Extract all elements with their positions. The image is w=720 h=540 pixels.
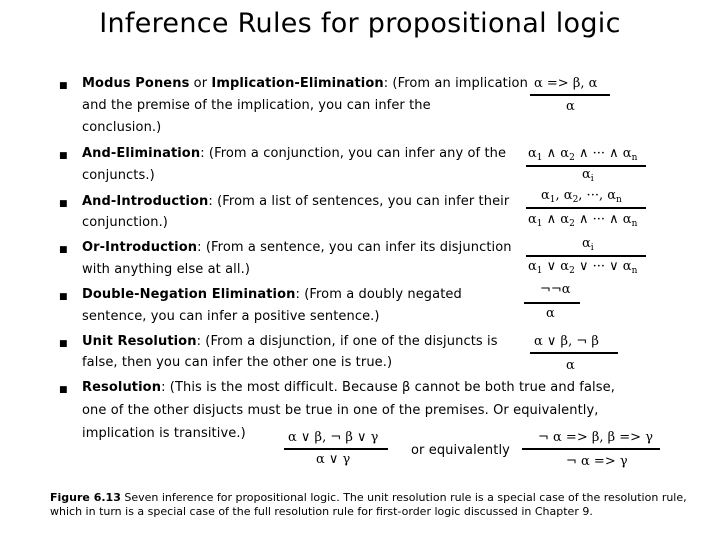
- inference-line: [530, 94, 610, 96]
- rule-text: [82, 76, 528, 91]
- rule-desc: : (From a sentence, you can infer its disjunction: [197, 240, 512, 255]
- rule-desc-line: and the premise of the implication, you can infer the: [82, 98, 431, 113]
- bullet: ■: [59, 199, 68, 209]
- rule-text: [82, 146, 506, 161]
- formula-premise: α ∨ β, ¬ β: [534, 334, 599, 349]
- bullet: ■: [59, 292, 68, 302]
- formula-conclusion: $\alpha_i$: [582, 167, 594, 184]
- rule-text: [82, 380, 615, 395]
- rule-text: [82, 334, 498, 349]
- alt-formula-conclusion: ¬ α => γ: [566, 454, 628, 469]
- or-equivalently-text: or equivalently: [411, 443, 510, 458]
- bullet: ■: [59, 81, 68, 91]
- formula-premise: $\alpha_1$ ∧ $\alpha_2$ ∧ ··· ∧ $\alpha_n$: [528, 146, 638, 163]
- rule-connector: or: [189, 76, 212, 91]
- bullet: ■: [59, 385, 68, 395]
- rule-desc-line: conjunction.): [82, 215, 168, 230]
- formula-conclusion: α: [566, 358, 575, 373]
- figure-caption: [50, 491, 690, 519]
- rule-text: [82, 194, 509, 209]
- rule-name: Unit Resolution: [82, 334, 197, 349]
- rule-desc: : (From a disjunction, if one of the disjuncts is: [196, 334, 498, 349]
- formula-conclusion: $\alpha_1$ ∧ $\alpha_2$ ∧ ··· ∧ $\alpha_n$: [528, 212, 638, 229]
- formula-conclusion: α: [546, 306, 555, 321]
- formula-premise: α ∨ β, ¬ β ∨ γ: [288, 430, 379, 445]
- rule-desc: : (From a list of sentences, you can infer their: [208, 194, 510, 209]
- formula-premise: $\alpha_1$, $\alpha_2$, ···, $\alpha_n$: [541, 188, 622, 205]
- rule-name: Modus Ponens: [82, 76, 190, 91]
- rule-desc-line: conclusion.): [82, 120, 162, 135]
- formula-conclusion: α: [566, 99, 575, 114]
- caption-text: Seven inference for propositional logic. The unit resolution rule is a special case of the resolution rule, which in turn is a special case of the full resolution rule for first-order logic discussed in Chapter 9.: [50, 491, 687, 518]
- rule-alt-name: Implication-Elimination: [211, 76, 384, 91]
- rule-name: And-Introduction: [82, 194, 209, 209]
- rule-desc: : (From a doubly negated: [295, 287, 462, 302]
- rule-desc-line: implication is transitive.): [82, 426, 246, 441]
- bullet: ■: [59, 339, 68, 349]
- rule-text: [82, 240, 512, 255]
- figure-label: Figure 6.13: [50, 491, 121, 504]
- inference-line: [284, 448, 388, 450]
- rule-desc-line: sentence, you can infer a positive sentence.): [82, 309, 380, 324]
- inference-line: [526, 207, 646, 209]
- formula-conclusion: $\alpha_1$ ∨ $\alpha_2$ ∨ ··· ∨ $\alpha_n$: [528, 259, 638, 276]
- inference-line: [522, 448, 660, 450]
- rule-desc: : (This is the most difficult. Because β cannot be both true and false,: [161, 380, 615, 395]
- rule-desc-line: conjuncts.): [82, 168, 155, 183]
- rule-name: Resolution: [82, 380, 162, 395]
- bullet: ■: [59, 151, 68, 161]
- rule-name: And-Elimination: [82, 146, 201, 161]
- formula-premise: α => β, α: [534, 76, 598, 91]
- inference-line: [530, 352, 618, 354]
- rule-name: Or-Introduction: [82, 240, 198, 255]
- formula-premise: ¬¬α: [540, 282, 571, 297]
- page-title: Inference Rules for propositional logic: [99, 8, 621, 39]
- rule-text: [82, 287, 462, 302]
- rule-name: Double-Negation Elimination: [82, 287, 296, 302]
- rule-desc-line: with anything else at all.): [82, 262, 250, 277]
- formula-premise: $\alpha_i$: [582, 236, 594, 253]
- inference-line: [524, 302, 580, 304]
- formula-conclusion: α ∨ γ: [316, 452, 351, 467]
- rule-desc-line: false, then you can infer the other one is true.): [82, 355, 393, 370]
- bullet: ■: [59, 245, 68, 255]
- rule-desc-line: one of the other disjucts must be true in one of the premises. Or equivalently,: [82, 403, 599, 418]
- rule-desc: : (From an implication: [383, 76, 528, 91]
- alt-formula-premise: ¬ α => β, β => γ: [538, 430, 653, 445]
- inference-line: [526, 255, 646, 257]
- rule-desc: : (From a conjunction, you can infer any of the: [200, 146, 507, 161]
